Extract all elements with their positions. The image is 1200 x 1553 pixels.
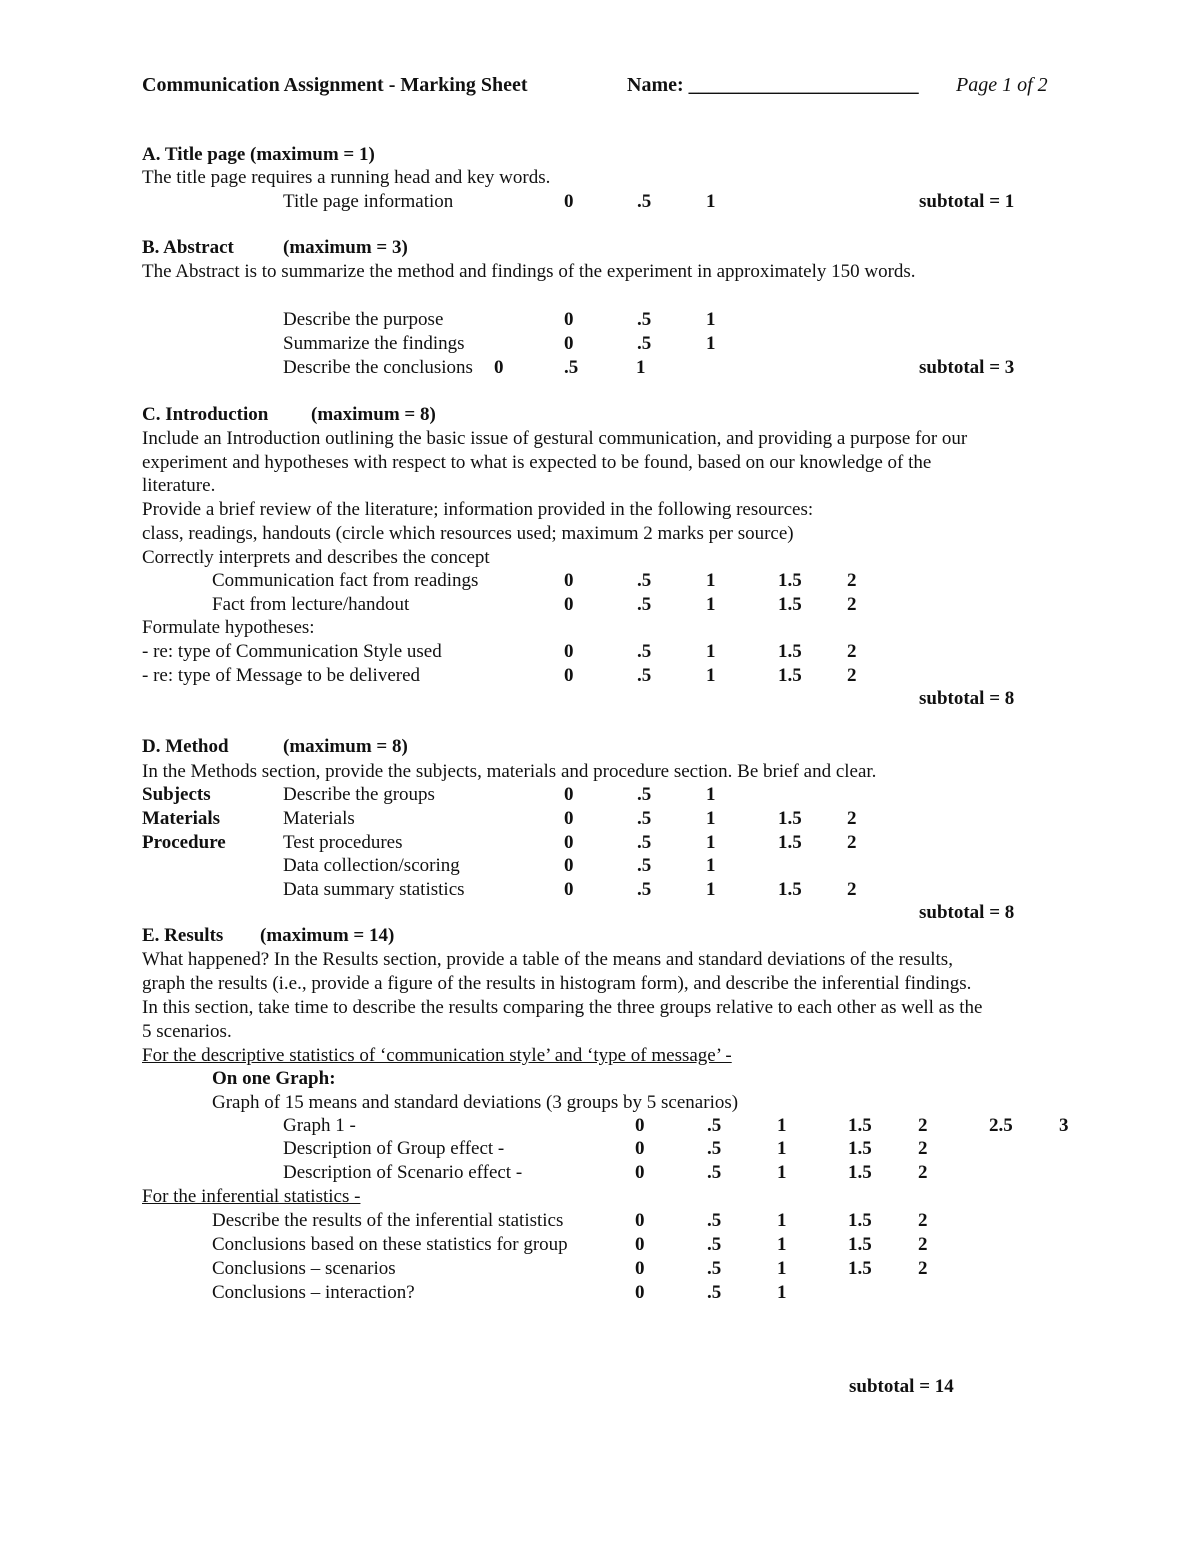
page-number: Page 1 of 2 — [956, 74, 1048, 96]
inferential-statistics-label: For the inferential statistics - — [142, 1186, 361, 1207]
descriptive-statistics-label: For the descriptive statistics of ‘communication style’ and ‘type of message’ - — [142, 1045, 732, 1066]
score-row-label: Communication fact from readings — [212, 570, 479, 591]
score-option: 1 — [636, 357, 646, 378]
score-row-label: Title page information — [283, 191, 454, 212]
score-option: 1 — [777, 1258, 787, 1279]
score-option: 1.5 — [778, 570, 802, 591]
score-option: 2 — [918, 1234, 928, 1255]
on-one-graph-label: On one Graph: — [212, 1068, 336, 1089]
hypotheses-label: Formulate hypotheses: — [142, 617, 315, 638]
score-option: 0 — [635, 1282, 645, 1303]
score-option: 2 — [847, 570, 857, 591]
score-option: .5 — [707, 1234, 722, 1255]
score-option: .5 — [637, 832, 652, 853]
score-row-label: Describe the groups — [283, 784, 435, 805]
score-option: 0 — [635, 1138, 645, 1159]
section-c-description: Correctly interprets and describes the concept — [142, 547, 490, 568]
score-option: 0 — [494, 357, 504, 378]
score-option: .5 — [707, 1115, 722, 1136]
score-option: .5 — [637, 309, 652, 330]
section-e-subtotal: subtotal = 14 — [849, 1376, 954, 1397]
score-option: 2 — [918, 1138, 928, 1159]
score-option: 0 — [564, 784, 574, 805]
score-option: 1.5 — [778, 808, 802, 829]
score-row-label: Test procedures — [283, 832, 403, 853]
section-c-description: Provide a brief review of the literature; information provided in the following resources: — [142, 499, 814, 520]
score-option: 1 — [706, 665, 716, 686]
score-option: 1 — [706, 879, 716, 900]
section-d-subtotal: subtotal = 8 — [919, 902, 1015, 923]
score-option: 1.5 — [778, 879, 802, 900]
score-option: 1 — [777, 1162, 787, 1183]
score-option: .5 — [707, 1282, 722, 1303]
score-option: 1.5 — [848, 1258, 872, 1279]
category-label: Subjects — [142, 784, 211, 805]
score-option: 0 — [564, 879, 574, 900]
score-option: 1 — [777, 1115, 787, 1136]
section-b-description: The Abstract is to summarize the method and findings of the experiment in approximately 150 words. — [142, 261, 916, 282]
score-option: .5 — [637, 333, 652, 354]
score-option: .5 — [637, 855, 652, 876]
category-label: Procedure — [142, 832, 226, 853]
name-field-label: Name: _______________________ — [627, 74, 919, 96]
score-option: 2 — [918, 1162, 928, 1183]
score-option: 2 — [847, 808, 857, 829]
score-option: 0 — [635, 1234, 645, 1255]
score-row-label: Conclusions based on these statistics for group — [212, 1234, 568, 1255]
score-option: .5 — [707, 1138, 722, 1159]
section-e-maximum: (maximum = 14) — [260, 925, 395, 946]
score-option: 0 — [564, 665, 574, 686]
score-option: .5 — [637, 808, 652, 829]
score-option: 0 — [564, 594, 574, 615]
score-option: 0 — [564, 570, 574, 591]
score-row-label: Describe the purpose — [283, 309, 444, 330]
document-title: Communication Assignment - Marking Sheet — [142, 74, 528, 96]
score-option: 0 — [635, 1162, 645, 1183]
score-option: .5 — [637, 594, 652, 615]
graph-description: Graph of 15 means and standard deviations (3 groups by 5 scenarios) — [212, 1092, 739, 1113]
score-option: 2 — [847, 641, 857, 662]
score-option: 0 — [635, 1115, 645, 1136]
score-option: 1.5 — [778, 594, 802, 615]
score-row-label: Describe the conclusions — [283, 357, 473, 378]
section-e-heading: E. Results — [142, 925, 224, 946]
score-option: 1 — [777, 1138, 787, 1159]
score-option: .5 — [637, 879, 652, 900]
score-option: 0 — [564, 855, 574, 876]
score-row-label: - re: type of Communication Style used — [142, 641, 442, 662]
score-option: .5 — [637, 570, 652, 591]
score-option: 0 — [635, 1210, 645, 1231]
section-b-subtotal: subtotal = 3 — [919, 357, 1015, 378]
score-option: 2 — [847, 879, 857, 900]
score-row-label: Materials — [283, 808, 355, 829]
score-row-label: Conclusions – interaction? — [212, 1282, 415, 1303]
score-option: 0 — [564, 832, 574, 853]
section-a-heading: A. Title page (maximum = 1) — [142, 144, 375, 165]
score-option: .5 — [637, 665, 652, 686]
score-option: .5 — [707, 1210, 722, 1231]
score-option: 1.5 — [778, 665, 802, 686]
section-c-maximum: (maximum = 8) — [311, 404, 436, 425]
section-a-description: The title page requires a running head and key words. — [142, 167, 551, 188]
section-c-subtotal: subtotal = 8 — [919, 688, 1015, 709]
score-option: 1.5 — [778, 832, 802, 853]
score-option: 1 — [706, 333, 716, 354]
score-option: 1 — [777, 1282, 787, 1303]
score-option: 0 — [564, 191, 574, 212]
score-option: .5 — [637, 641, 652, 662]
score-row-label: Conclusions – scenarios — [212, 1258, 396, 1279]
section-e-description: 5 scenarios. — [142, 1021, 232, 1042]
score-option: 2 — [847, 665, 857, 686]
score-option: 1.5 — [848, 1115, 872, 1136]
score-option: .5 — [637, 191, 652, 212]
score-option: 1 — [706, 570, 716, 591]
section-c-description: literature. — [142, 475, 216, 496]
category-label: Materials — [142, 808, 221, 829]
score-option: 1 — [706, 641, 716, 662]
score-option: .5 — [637, 784, 652, 805]
score-option: 1.5 — [848, 1138, 872, 1159]
score-option: 0 — [564, 309, 574, 330]
section-c-description: Include an Introduction outlining the basic issue of gestural communication, and providing a purpose for our — [142, 428, 968, 449]
score-row-label: Describe the results of the inferential statistics — [212, 1210, 564, 1231]
section-c-description: experiment and hypotheses with respect to what is expected to be found, based on our knowledge of the — [142, 452, 932, 473]
score-option: 1 — [706, 855, 716, 876]
score-option: 1.5 — [778, 641, 802, 662]
score-option: 0 — [564, 333, 574, 354]
score-option: 2 — [847, 594, 857, 615]
score-row-label: Description of Group effect - — [283, 1138, 505, 1159]
score-option: 1.5 — [848, 1210, 872, 1231]
section-a-subtotal: subtotal = 1 — [919, 191, 1015, 212]
score-option: 1 — [706, 309, 716, 330]
score-option: 1.5 — [848, 1234, 872, 1255]
score-row-label: Data collection/scoring — [283, 855, 460, 876]
score-row-label: Graph 1 - — [283, 1115, 356, 1136]
score-option: 0 — [564, 641, 574, 662]
section-b-heading: B. Abstract — [142, 237, 234, 258]
score-option: 1.5 — [848, 1162, 872, 1183]
section-b-maximum: (maximum = 3) — [283, 237, 408, 258]
score-row-label: Data summary statistics — [283, 879, 465, 900]
score-option: 2 — [847, 832, 857, 853]
section-e-description: graph the results (i.e., provide a figure of the results in histogram form), and describe the inferential findings. — [142, 973, 972, 994]
score-option: 1 — [777, 1210, 787, 1231]
section-c-description: class, readings, handouts (circle which resources used; maximum 2 marks per source) — [142, 523, 794, 544]
score-option: 1 — [706, 784, 716, 805]
score-option: 1 — [706, 832, 716, 853]
section-e-description: What happened? In the Results section, provide a table of the means and standard deviations of the results, — [142, 949, 953, 970]
score-option: 2 — [918, 1115, 928, 1136]
section-d-maximum: (maximum = 8) — [283, 736, 408, 757]
score-row-label: Description of Scenario effect - — [283, 1162, 523, 1183]
section-c-heading: C. Introduction — [142, 404, 269, 425]
score-option: 3 — [1059, 1115, 1069, 1136]
score-row-label: Fact from lecture/handout — [212, 594, 410, 615]
score-option: 2 — [918, 1210, 928, 1231]
section-d-heading: D. Method — [142, 736, 229, 757]
score-row-label: - re: type of Message to be delivered — [142, 665, 421, 686]
score-option: .5 — [564, 357, 579, 378]
score-option: .5 — [707, 1258, 722, 1279]
section-e-description: In this section, take time to describe the results comparing the three groups relative to each other as well as the — [142, 997, 983, 1018]
score-option: 1 — [777, 1234, 787, 1255]
score-option: 1 — [706, 808, 716, 829]
section-d-description: In the Methods section, provide the subjects, materials and procedure section. Be brief and clear. — [142, 761, 877, 782]
score-option: 2.5 — [989, 1115, 1013, 1136]
score-option: 1 — [706, 191, 716, 212]
score-row-label: Summarize the findings — [283, 333, 465, 354]
score-option: 1 — [706, 594, 716, 615]
score-option: .5 — [707, 1162, 722, 1183]
score-option: 2 — [918, 1258, 928, 1279]
score-option: 0 — [635, 1258, 645, 1279]
score-option: 0 — [564, 808, 574, 829]
